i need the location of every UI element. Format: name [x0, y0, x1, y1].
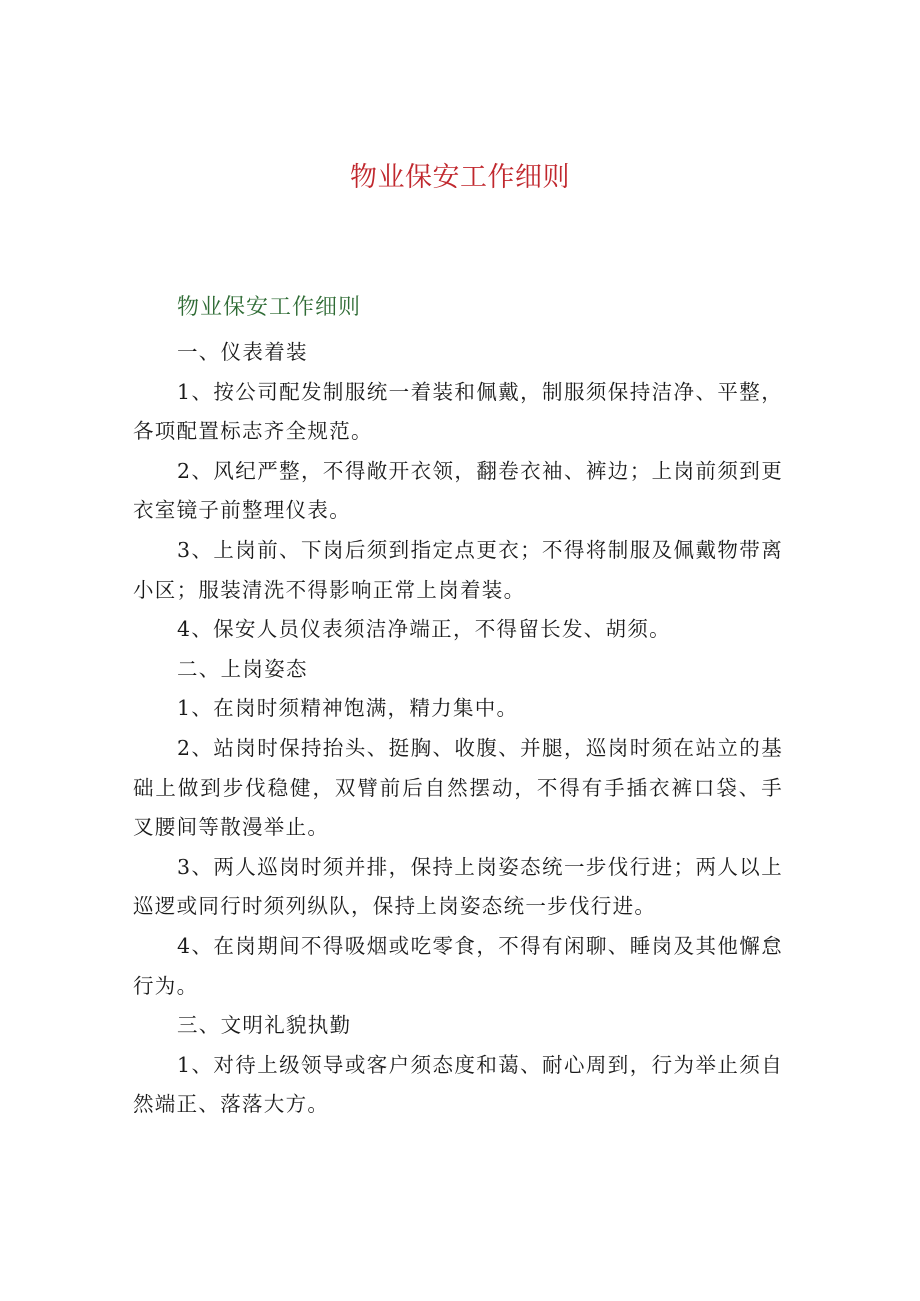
paragraph: 1、在岗时须精神饱满，精力集中。	[177, 696, 519, 721]
paragraph: 3、两人巡岗时须并排，保持上岗姿态统一步伐行进；两人以上巡逻或同行时须列纵队，保持上岗姿态统一步伐行进。	[133, 854, 783, 919]
paragraph: 2、站岗时保持抬头、挺胸、收腹、并腿，巡岗时须在站立的基础上做到步伐稳健，双臂前后自然摆动，不得有手插衣裤口袋、手叉腰间等散漫举止。	[133, 735, 783, 840]
paragraph: 1、按公司配发制服统一着装和佩戴，制服须保持洁净、平整，各项配置标志齐全规范。	[133, 379, 783, 444]
document-body	[133, 333, 783, 1125]
paragraph: 3、上岗前、下岗后须到指定点更衣；不得将制服及佩戴物带离小区；服装清洗不得影响正常上岗着装。	[133, 537, 783, 602]
paragraph: 1、对待上级领导或客户须态度和蔼、耐心周到，行为举止须自然端正、落落大方。	[133, 1052, 783, 1117]
paragraph: 4、保安人员仪表须洁净端正，不得留长发、胡须。	[177, 617, 671, 642]
page-title: 物业保安工作细则	[350, 162, 570, 193]
paragraph: 4、在岗期间不得吸烟或吃零食，不得有闲聊、睡岗及其他懈怠行为。	[133, 933, 783, 998]
section-heading-2: 二、上岗姿态	[177, 656, 308, 681]
paragraph: 2、风纪严整，不得敞开衣领，翻卷衣袖、裤边；上岗前须到更衣室镜子前整理仪表。	[133, 458, 783, 523]
section-heading-3: 三、文明礼貌执勤	[177, 1013, 352, 1038]
document-subtitle: 物业保安工作细则	[177, 295, 362, 320]
section-heading-1: 一、仪表着装	[177, 340, 308, 364]
